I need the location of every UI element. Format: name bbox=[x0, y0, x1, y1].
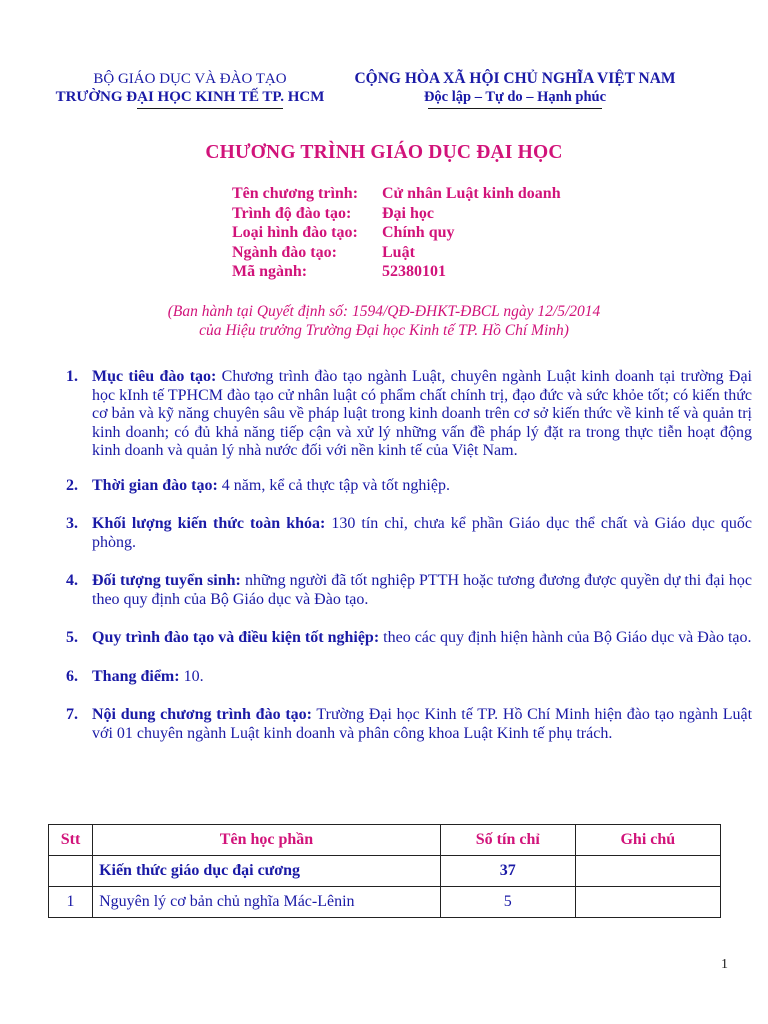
group-note bbox=[575, 856, 720, 887]
section-number: 1. bbox=[66, 368, 78, 385]
section-number: 4. bbox=[66, 572, 78, 589]
program-sections bbox=[66, 368, 752, 743]
decree-line: (Ban hành tại Quyết định số: 1594/QĐ-ĐHKT-ĐBCL ngày 12/5/2014 bbox=[167, 303, 601, 320]
section-number: 2. bbox=[66, 476, 78, 494]
row-stt: 1 bbox=[49, 887, 93, 918]
info-value: Cử nhân Luật kinh doanh bbox=[382, 185, 561, 202]
info-value: Luật bbox=[382, 243, 415, 261]
row-note bbox=[575, 887, 720, 918]
ministry-name: BỘ GIÁO DỤC VÀ ĐÀO TẠO bbox=[93, 71, 287, 87]
section-text: những người đã tốt nghiệp PTTH hoặc tương đương được quyền dự thi đại học theo quy định của Bộ Giáo dục và Đào tạo. bbox=[92, 572, 753, 608]
info-label: Trình độ đào tạo: bbox=[232, 204, 352, 222]
university-name: TRƯỜNG ĐẠI HỌC KINH TẾ TP. HCM bbox=[55, 89, 325, 105]
section-label: Mục tiêu đào tạo: bbox=[92, 368, 217, 385]
group-credits: 37 bbox=[440, 856, 575, 887]
ministry-header bbox=[40, 70, 340, 106]
section-label: Đối tượng tuyển sinh: bbox=[92, 572, 241, 589]
decree-note bbox=[0, 302, 768, 340]
info-row bbox=[232, 223, 561, 243]
column-header-note: Ghi chú bbox=[575, 825, 720, 856]
republic-name: CỘNG HÒA XÃ HỘI CHỦ NGHĨA VIỆT NAM bbox=[354, 70, 676, 87]
course-table bbox=[48, 824, 721, 918]
section-number: 3. bbox=[66, 515, 78, 532]
page-title: CHƯƠNG TRÌNH GIÁO DỤC ĐẠI HỌC bbox=[205, 142, 563, 163]
section-item bbox=[66, 629, 752, 648]
section-text: Trường Đại học Kinh tế TP. Hồ Chí Minh hiện đào tạo ngành Luật với 01 chuyên ngành Luật kinh doanh và phân công khoa Luật Kinh tế phụ trách. bbox=[92, 706, 753, 742]
row-credits: 5 bbox=[440, 887, 575, 918]
section-item bbox=[66, 477, 752, 496]
section-label: Thang điểm: bbox=[92, 667, 180, 685]
table-header-row bbox=[49, 825, 721, 856]
column-header-credits: Số tín chỉ bbox=[440, 825, 575, 856]
section-text: Chương trình đào tạo ngành Luật, chuyên ngành Luật kinh doanh tại trường Đại học kInh tế TPHCM đào tạo cử nhân luật có phẩm chất chính trị, đạo đức và sức khỏe tốt; có kiến thức cơ bản và kỹ năng chuyên sâu về pháp luật trong kinh doanh trên cơ sở kiến thức về kinh tế và quản trị kinh doanh; có đủ khả năng tiếp cận và xử lý những vấn đề pháp lý đặt ra trong thực tiễn hoạt động kinh doanh và quản lý nhà nước đối với nền kinh tế của Việt Nam. bbox=[92, 368, 753, 459]
info-value: Chính quy bbox=[382, 224, 455, 241]
info-value: Đại học bbox=[382, 204, 434, 222]
section-item bbox=[66, 668, 752, 687]
decree-line: của Hiệu trưởng Trường Đại học Kinh tế TP. Hồ Chí Minh) bbox=[199, 322, 569, 339]
info-label: Tên chương trình: bbox=[232, 185, 359, 202]
section-number: 7. bbox=[66, 706, 78, 723]
section-item bbox=[66, 515, 752, 552]
section-text: theo các quy định hiện hành của Bộ Giáo dục và Đào tạo. bbox=[379, 629, 752, 646]
info-label: Mã ngành: bbox=[232, 263, 308, 280]
table-group-row bbox=[49, 856, 721, 887]
group-stt bbox=[49, 856, 93, 887]
section-label: Nội dung chương trình đào tạo: bbox=[92, 706, 312, 723]
republic-motto: Độc lập – Tự do – Hạnh phúc bbox=[423, 89, 607, 105]
section-item bbox=[66, 572, 752, 609]
info-value: 52380101 bbox=[382, 263, 446, 280]
info-row bbox=[232, 184, 561, 204]
right-header-underline bbox=[428, 108, 602, 109]
section-label: Thời gian đào tạo: bbox=[92, 476, 218, 494]
section-text: 4 năm, kể cả thực tập và tốt nghiệp. bbox=[217, 476, 450, 494]
program-info bbox=[232, 184, 561, 282]
table-row bbox=[49, 887, 721, 918]
section-item bbox=[66, 706, 752, 743]
page-number: 1 bbox=[721, 957, 728, 972]
info-row bbox=[232, 204, 561, 224]
left-header-underline bbox=[137, 108, 283, 109]
column-header-stt: Stt bbox=[49, 825, 93, 856]
section-label: Khối lượng kiến thức toàn khóa: bbox=[92, 515, 326, 532]
row-course-name: Nguyên lý cơ bản chủ nghĩa Mác-Lênin bbox=[93, 887, 441, 918]
section-number: 5. bbox=[66, 629, 78, 646]
section-text: 130 tín chỉ, chưa kể phần Giáo dục thể chất và Giáo dục quốc phòng. bbox=[92, 515, 752, 551]
info-row bbox=[232, 243, 561, 263]
column-header-course: Tên học phần bbox=[93, 825, 441, 856]
info-label: Ngành đào tạo: bbox=[232, 243, 337, 261]
section-label: Quy trình đào tạo và điều kiện tốt nghiệp: bbox=[92, 629, 380, 646]
section-number: 6. bbox=[66, 667, 78, 685]
info-row bbox=[232, 262, 561, 282]
info-label: Loại hình đào tạo: bbox=[232, 224, 358, 241]
republic-header bbox=[345, 70, 685, 106]
group-name: Kiến thức giáo dục đại cương bbox=[93, 856, 441, 887]
section-item bbox=[66, 368, 752, 461]
section-text: 10. bbox=[179, 667, 204, 685]
